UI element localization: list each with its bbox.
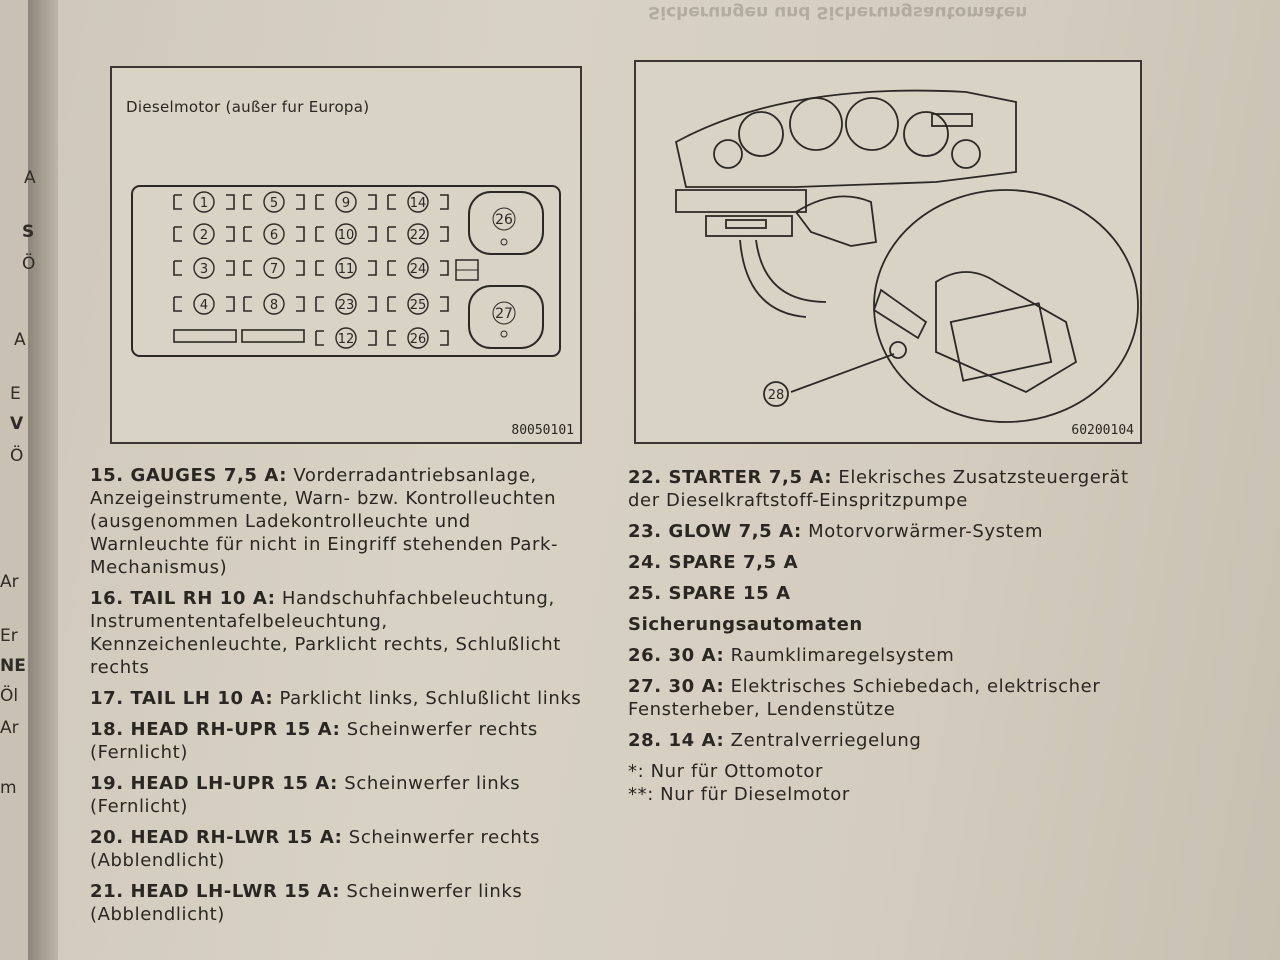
list-item: 24. SPARE 7,5 A [628, 552, 799, 573]
fuse-number: 6 [269, 228, 279, 243]
edge-letter: Öl [0, 686, 19, 706]
list-item: 28. 14 A: Zentralverriegelung [628, 730, 922, 751]
fuse-number: 5 [269, 196, 279, 211]
fuse-number: 4 [199, 298, 209, 313]
fuse-number: 12 [337, 332, 355, 347]
fuse-slot [244, 224, 304, 244]
fuse-slot [174, 224, 234, 244]
list-item: 22. STARTER 7,5 A: Elekrisches Zusatzsteuergerät der Dieselkraftstoff-Einspritzpumpe [628, 467, 1129, 511]
fuse-slot [174, 192, 234, 212]
previous-page-edge [28, 0, 58, 960]
fuse-slot [174, 258, 234, 278]
fuse-number: 2 [199, 228, 209, 243]
list-item: 18. HEAD RH-UPR 15 A: Scheinwerfer rechts (Fernlicht) [90, 719, 538, 763]
fuse-slot [388, 224, 448, 244]
fuse-list-left [90, 464, 590, 934]
relay-number: 26 [495, 212, 513, 228]
fuse-number: 7 [269, 262, 279, 277]
callout-label: 28 [767, 388, 785, 403]
fuse-slot [244, 192, 304, 212]
fuse-number: 26 [409, 332, 427, 347]
fuse-number: 9 [341, 196, 351, 211]
list-item: 23. GLOW 7,5 A: Motorvorwärmer-System [628, 521, 1044, 542]
fuse-number: 14 [409, 196, 427, 211]
fuse-slot [244, 294, 304, 314]
fuse-number: 3 [199, 262, 209, 277]
fuse-slot [388, 294, 448, 314]
list-item: 17. TAIL LH 10 A: Parklicht links, Schlußlicht links [90, 688, 582, 709]
edge-letter: m [0, 778, 17, 798]
fuse-number: 1 [199, 196, 209, 211]
edge-letter: Ö [10, 446, 24, 466]
fuse-slot [244, 258, 304, 278]
dashboard-figure [634, 60, 1142, 444]
edge-letter: A [24, 168, 36, 188]
fuse-slot [316, 294, 376, 314]
list-item: 15. GAUGES 7,5 A: Vorderradantriebsanlage, Anzeigeinstrumente, Warn- bzw. Kontrolleuchten (ausgenommen Ladekontrolleuchte und Warnleuchte für nicht in Eingriff stehenden Park-Mechanismus) [90, 465, 559, 578]
fuse-number: 24 [409, 262, 427, 277]
edge-letter: Ar [0, 718, 19, 738]
list-item: 25. SPARE 15 A [628, 583, 791, 604]
footnote: **: Nur für Dieselmotor [628, 784, 850, 805]
fuse-slot [316, 328, 376, 348]
figure-code: 60200104 [1071, 423, 1134, 438]
fuse-slot [174, 294, 234, 314]
edge-letter: V [10, 414, 24, 434]
fuse-number: 8 [269, 298, 279, 313]
fuse-number: 22 [409, 228, 427, 243]
list-item: 21. HEAD LH-LWR 15 A: Scheinwerfer links (Abblendlicht) [90, 881, 523, 925]
fuse-slot [388, 328, 448, 348]
list-item: 19. HEAD LH-UPR 15 A: Scheinwerfer links (Fernlicht) [90, 773, 521, 817]
fuse-box-diagram [112, 68, 580, 442]
edge-letter: A [14, 330, 26, 350]
edge-letter: Er [0, 626, 18, 646]
list-item: 26. 30 A: Raumklimaregelsystem [628, 645, 955, 666]
edge-letter: E [10, 384, 21, 404]
list-item: 20. HEAD RH-LWR 15 A: Scheinwerfer rechts (Abblendlicht) [90, 827, 540, 871]
footnote: *: Nur für Ottomotor [628, 761, 823, 782]
edge-letter: Ö [22, 254, 36, 274]
fuse-slot [388, 258, 448, 278]
relay-number: 27 [495, 306, 513, 322]
edge-letter: NE [0, 656, 26, 676]
fuse-slot [316, 192, 376, 212]
fuse-list-right [628, 466, 1148, 806]
list-item: 16. TAIL RH 10 A: Handschuhfachbeleuchtung, Instrumententafelbeleuchtung, Kennzeichenleuchte, Parklicht rechts, Schlußlicht rechts [90, 588, 561, 678]
figure-code: 80050101 [511, 423, 574, 438]
dashboard-diagram [636, 62, 1140, 442]
list-item: 27. 30 A: Elektrisches Schiebedach, elektrischer Fensterheber, Lendenstütze [628, 676, 1101, 720]
fuse-slot [316, 224, 376, 244]
fuse-slot [316, 258, 376, 278]
fuse-number: 23 [337, 298, 355, 313]
fuse-number: 11 [337, 262, 355, 277]
edge-letter: S [22, 222, 35, 242]
bleed-through-header: Sicherungen und Sicherungsautomaten [648, 2, 1028, 22]
fuse-slot [388, 192, 448, 212]
fuse-number: 10 [337, 228, 355, 243]
fuse-number: 25 [409, 298, 427, 313]
edge-letter: Ar [0, 572, 19, 592]
fuse-box-figure [110, 66, 582, 444]
section-heading: Sicherungsautomaten [628, 614, 863, 635]
figure-caption: Dieselmotor (außer fur Europa) [126, 98, 370, 116]
